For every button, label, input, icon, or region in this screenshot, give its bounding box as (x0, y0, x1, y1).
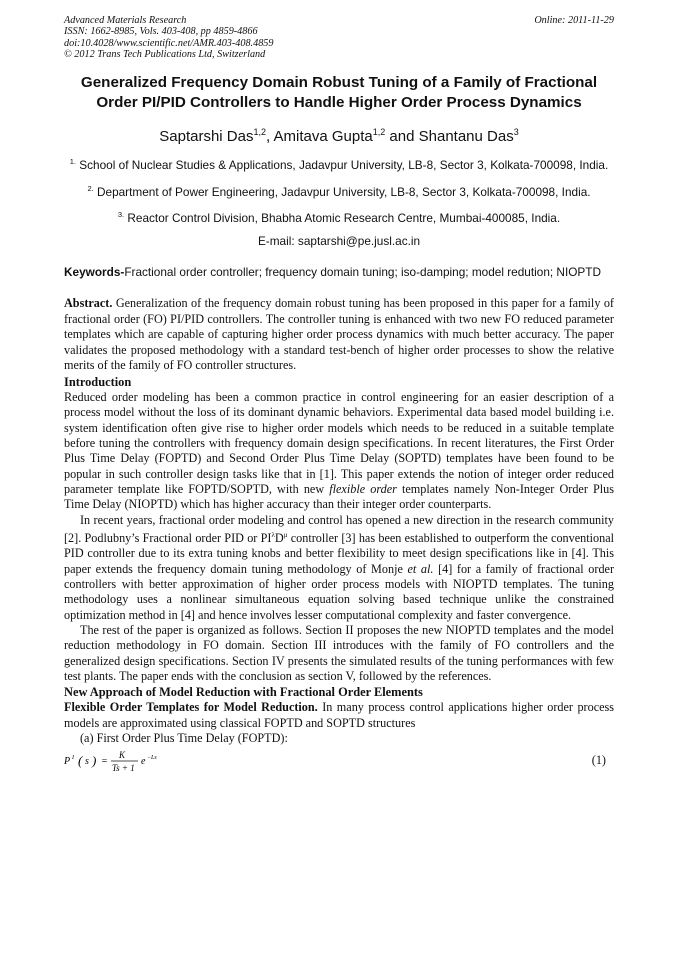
keywords (64, 265, 614, 280)
lambda-superscript: λ (271, 530, 275, 539)
intro-paragraph-2 (64, 513, 614, 623)
keywords-label: Keywords- (64, 265, 125, 280)
eq-exp-base: e (141, 755, 146, 767)
affiliation-marker: 3. (117, 210, 125, 220)
eq-denominator: Ts + 1 (112, 762, 135, 773)
affiliation-2 (64, 181, 614, 200)
author-3: Shantanu Das (418, 127, 514, 145)
journal-header (64, 15, 614, 61)
intro-paragraph-1 (64, 390, 614, 513)
affiliation-marker: 2. (87, 183, 94, 193)
subsection-flexible-order (64, 700, 614, 731)
keywords-text: Fractional order controller; frequency domain tuning; iso-damping; model redution; NIOPTD (124, 265, 602, 280)
author-list (64, 123, 614, 146)
eq-lhs-sup: I (72, 754, 74, 761)
abstract (64, 296, 614, 374)
subsection-label: Flexible Order Templates for Model Reduction. (64, 700, 318, 715)
intro-paragraph-3: The rest of the paper is organized as follows. Section II proposes the new NIOPTD templates and the model reduction methodology in FO domain. Section III introduces with the family of FO controllers and the generalized design specifications. Section IV presents the simulated results of the tuning performances with few test plants. The paper ends with the conclusion as section V, followed by the references. (64, 623, 614, 684)
author-separator: , (266, 127, 274, 145)
list-item-foptd: (a) First Order Plus Time Delay (FOPTD): (80, 731, 288, 746)
journal-issn: ISSN: 1662-8985, Vols. 403-408, pp 4859-4866 (64, 26, 258, 38)
affiliation-text: School of Nuclear Studies & Applications, Jadavpur University, LB-8, Sector 3, Kolkata-700098, India. (79, 157, 609, 172)
author-2: Amitava Gupta (273, 127, 373, 145)
author-1-affiliation: 1,2 (253, 126, 266, 137)
section-heading-model-reduction: New Approach of Model Reduction with Fractional Order Elements (64, 685, 423, 700)
paragraph-text: D (274, 531, 284, 546)
affiliation-1 (64, 154, 614, 173)
paragraph-text: templates namely Non-Integer Order Plus Time Delay (NIOPTD) which has higher accuracy than their integer order counterparts. (64, 481, 615, 512)
mu-superscript: μ (283, 530, 288, 539)
author-separator: and (385, 127, 419, 145)
paragraph-text: Reduced order modeling has been a common practice in control engineering for an easier description of a process model without the loss of its dominant dynamic behaviors. Experimental data based model building i.e. system identification often give rise to higher order models which needs to be reduced in a suitable template before tuning the controllers with frequency domain design specifications. In recent literatures, the First Order Plus Time Delay (FOPTD) and Second Order Plus Time Delay (SOPTD) templates have been found to be popular in such controller design tasks like that in [1]. This paper extends the notion of integer order reduced parameter template like FOPTD/SOPTD, with new (64, 389, 614, 496)
journal-copyright: © 2012 Trans Tech Publications Ltd, Switzerland (64, 49, 266, 61)
abstract-label: Abstract. (64, 296, 113, 311)
journal-doi[interactable]: doi:10.4028/www.scientific.net/AMR.403-408.4859 (64, 37, 274, 49)
paragraph-emphasis: et al. (407, 561, 434, 576)
paper-page (64, 15, 614, 775)
equation-1-formula (64, 749, 184, 775)
affiliation-3 (64, 207, 614, 226)
paragraph-emphasis: flexible order (329, 481, 397, 496)
section-heading-introduction: Introduction (64, 374, 132, 389)
subsection-text: In many process control applications higher order process models are approximated using classical FOPTD and SOPTD structures (64, 700, 614, 730)
journal-name: Advanced Materials Research (64, 15, 187, 26)
eq-arg: s (85, 755, 89, 767)
online-date: Online: 2011-11-29 (534, 15, 614, 26)
affiliation-text: Department of Power Engineering, Jadavpur University, LB-8, Sector 3, Kolkata-700098, India. (96, 184, 591, 199)
author-2-affiliation: 1,2 (372, 126, 386, 137)
contact-email[interactable]: E-mail: saptarshi@pe.jusl.ac.in (257, 234, 421, 249)
eq-paren-open: ( (78, 752, 83, 768)
author-3-affiliation: 3 (513, 126, 519, 137)
affiliation-marker: 1. (69, 156, 76, 166)
eq-equals: = (101, 755, 108, 767)
paragraph-text: In recent years, fractional order modeling and control has opened a new direction in the research community [2]. Podlubny’s Fractional order PID or PI (64, 512, 614, 546)
eq-paren-close: ) (92, 752, 97, 768)
eq-exponent: −Ls (147, 754, 157, 761)
eq-lhs: P (64, 755, 71, 767)
equation-number: (1) (591, 752, 606, 767)
eq-numerator: K (119, 749, 126, 760)
paper-title: Generalized Frequency Domain Robust Tuning of a Family of Fractional Order PI/PID Controllers to Handle Higher Order Process Dynamics (80, 73, 598, 111)
equation-1 (64, 749, 614, 775)
abstract-text: Generalization of the frequency domain robust tuning has been proposed in this paper for a family of fractional order (FO) PI/PID controllers. The controller tuning is enhanced with two new FO reduced parameter templates which are capable of capturing higher order process dynamics with much better accuracy. The paper validates the proposed methodology with a standard test-bench of higher order processes to show the relative merits of the family of FO controller structures. (64, 296, 614, 373)
affiliation-text: Reactor Control Division, Bhabha Atomic Research Centre, Mumbai-400085, India. (127, 211, 561, 226)
paragraph-text: [4] for a family of fractional order controllers with better approximation of higher order process models with NIOPTD templates. The tuning methodology uses a nonlinear simultaneous equation solving based technique unlike the constrained optimization method in [4] and hence involves lesser computational complexity and faster convergence. (64, 561, 615, 622)
paragraph-text: controller [3] has been established to outperform the conventional PID controller due to its extra tuning knobs and better flexibility to meet design specifications like in [4]. This paper extends the frequency domain tuning methodology of Monje (64, 531, 614, 576)
author-1: Saptarshi Das (159, 127, 254, 145)
